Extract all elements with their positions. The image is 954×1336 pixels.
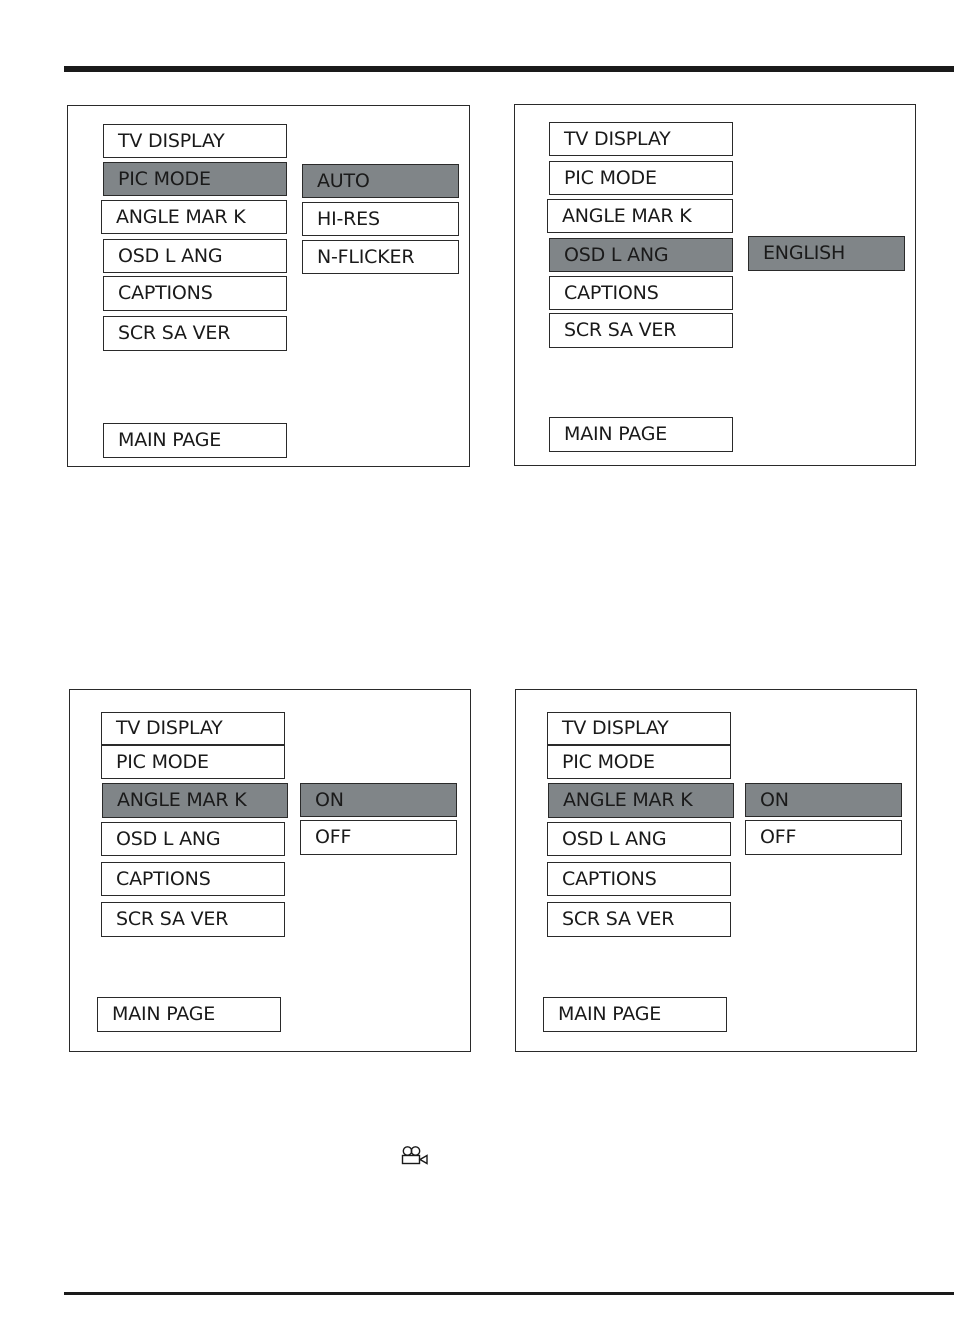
menu-item-label: SCR SA VER xyxy=(564,319,677,341)
bottom-rule xyxy=(64,1292,954,1295)
main-page-button[interactable] xyxy=(543,997,727,1032)
menu-panel-angle-mark-1 xyxy=(69,689,471,1052)
menu-item-osd-lang[interactable] xyxy=(549,238,733,272)
menu-item-pic-mode[interactable] xyxy=(549,161,733,195)
option-label: AUTO xyxy=(317,169,370,192)
menu-item-angle-mark[interactable] xyxy=(547,199,733,233)
menu-item-tv-display[interactable] xyxy=(547,712,731,745)
option-off[interactable] xyxy=(745,820,902,855)
menu-item-label: TV DISPLAY xyxy=(564,127,671,150)
menu-item-label: ANGLE MAR K xyxy=(116,205,246,228)
menu-item-label: ANGLE MAR K xyxy=(563,789,693,811)
menu-item-label: ANGLE MAR K xyxy=(117,789,247,811)
menu-item-label: TV DISPLAY xyxy=(116,717,223,739)
menu-item-label: SCR SA VER xyxy=(116,908,229,930)
menu-item-captions[interactable] xyxy=(547,862,731,896)
option-auto[interactable] xyxy=(302,164,459,198)
option-on[interactable] xyxy=(745,783,902,817)
option-hi-res[interactable] xyxy=(302,202,459,236)
menu-item-label: PIC MODE xyxy=(562,750,655,773)
menu-item-scr-saver[interactable] xyxy=(549,313,733,348)
menu-item-label: TV DISPLAY xyxy=(562,717,669,739)
menu-item-osd-lang[interactable] xyxy=(547,822,731,856)
menu-item-label: OSD L ANG xyxy=(562,827,667,850)
menu-item-pic-mode[interactable] xyxy=(547,745,731,779)
menu-item-pic-mode[interactable] xyxy=(101,745,285,779)
menu-item-angle-mark[interactable] xyxy=(101,200,287,234)
menu-item-label: PIC MODE xyxy=(118,167,211,190)
menu-item-osd-lang[interactable] xyxy=(101,822,285,856)
option-label: ENGLISH xyxy=(763,242,846,264)
main-page-label: MAIN PAGE xyxy=(112,1003,216,1025)
menu-item-tv-display[interactable] xyxy=(103,124,287,158)
menu-item-captions[interactable] xyxy=(101,862,285,896)
menu-item-label: CAPTIONS xyxy=(564,281,659,304)
top-rule xyxy=(64,66,954,72)
menu-item-scr-saver[interactable] xyxy=(103,316,287,351)
menu-panel-pic-mode xyxy=(67,105,470,467)
main-page-label: MAIN PAGE xyxy=(558,1003,662,1025)
main-page-label: MAIN PAGE xyxy=(118,429,222,451)
menu-panel-angle-mark-2 xyxy=(515,689,917,1052)
option-off[interactable] xyxy=(300,820,457,855)
menu-panel-osd-lang xyxy=(514,104,916,466)
menu-item-label: TV DISPLAY xyxy=(118,129,225,152)
menu-item-label: OSD L ANG xyxy=(564,243,669,266)
menu-item-angle-mark[interactable] xyxy=(102,783,288,818)
camera-angle-icon xyxy=(400,1145,430,1167)
menu-item-label: PIC MODE xyxy=(564,166,657,189)
option-label: HI-RES xyxy=(317,207,380,230)
menu-item-label: CAPTIONS xyxy=(562,867,657,890)
menu-item-tv-display[interactable] xyxy=(101,712,285,745)
menu-item-label: CAPTIONS xyxy=(118,282,213,304)
menu-item-scr-saver[interactable] xyxy=(101,902,285,937)
option-n-flicker[interactable] xyxy=(302,240,459,274)
menu-item-tv-display[interactable] xyxy=(549,122,733,156)
main-page-button[interactable] xyxy=(97,997,281,1032)
option-label: OFF xyxy=(315,826,352,848)
main-page-button[interactable] xyxy=(549,417,733,452)
main-page-button[interactable] xyxy=(103,423,287,458)
menu-item-label: SCR SA VER xyxy=(118,322,231,344)
menu-item-label: ANGLE MAR K xyxy=(562,204,692,227)
option-label: N-FLICKER xyxy=(317,245,415,268)
menu-item-pic-mode[interactable] xyxy=(103,162,287,196)
menu-item-label: SCR SA VER xyxy=(562,908,675,930)
option-english[interactable] xyxy=(748,236,905,271)
menu-item-label: CAPTIONS xyxy=(116,867,211,890)
menu-item-captions[interactable] xyxy=(103,276,287,311)
menu-item-scr-saver[interactable] xyxy=(547,902,731,937)
menu-item-angle-mark[interactable] xyxy=(548,783,734,818)
option-on[interactable] xyxy=(300,783,457,817)
menu-item-label: OSD L ANG xyxy=(118,244,223,267)
option-label: OFF xyxy=(760,826,797,848)
menu-item-captions[interactable] xyxy=(549,276,733,310)
option-label: ON xyxy=(760,788,789,811)
menu-item-label: OSD L ANG xyxy=(116,827,221,850)
option-label: ON xyxy=(315,788,344,811)
menu-item-label: PIC MODE xyxy=(116,750,209,773)
main-page-label: MAIN PAGE xyxy=(564,423,668,445)
menu-item-osd-lang[interactable] xyxy=(103,239,287,273)
